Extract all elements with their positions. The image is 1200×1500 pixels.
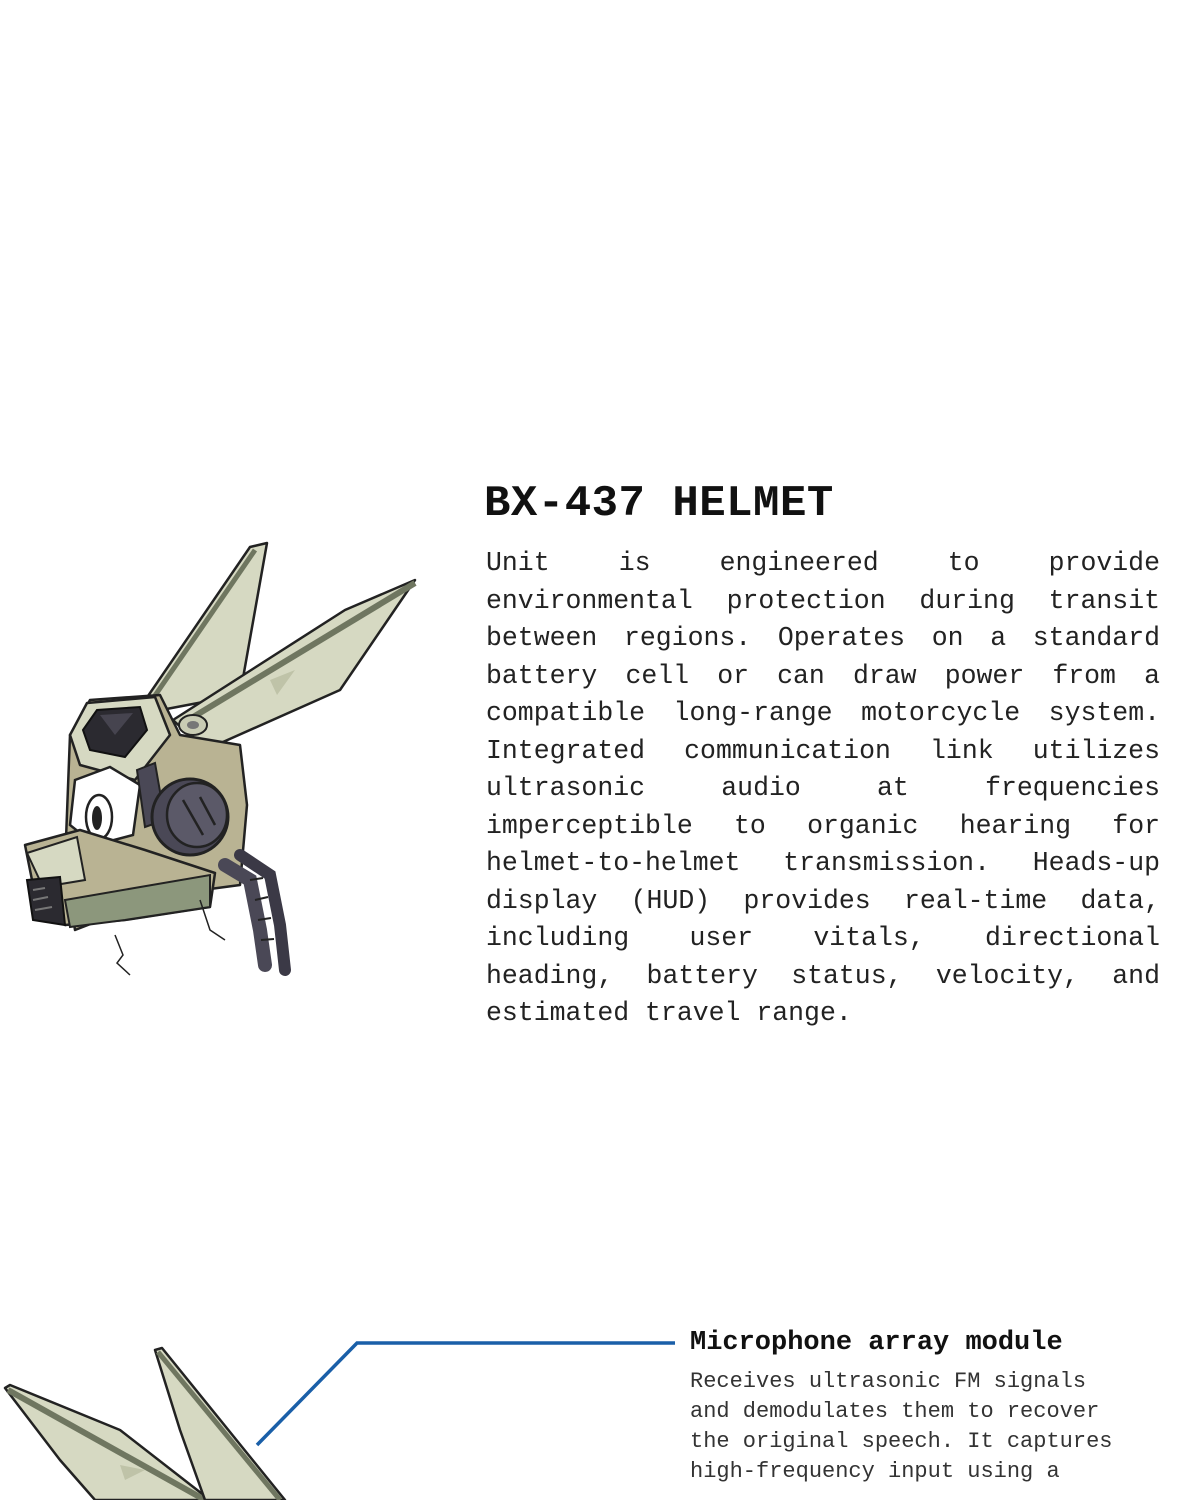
callout-leader-line <box>250 1335 680 1455</box>
callout-title: Microphone array module <box>690 1328 1063 1358</box>
helmet-illustration <box>15 535 430 985</box>
product-description: Unit is engineered to provide environmental protection during transit between regions. Operates on a standard battery cell or can draw power from a compatible long-range motorcycle system. Integrated communication link utilizes ultrasonic audio at frequencies imperceptible to organic hearing for helmet-to-helmet transmission. Heads-up display (HUD) provides real-time data, including user vitals, directional heading, battery status, velocity, and estimated travel range. <box>486 548 1160 1028</box>
callout-body: Receives ultrasonic FM signals and demodulates them to recover the original speech. It captures high-frequency input using a <box>690 1369 1113 1484</box>
product-title: BX-437 HELMET <box>484 479 834 529</box>
